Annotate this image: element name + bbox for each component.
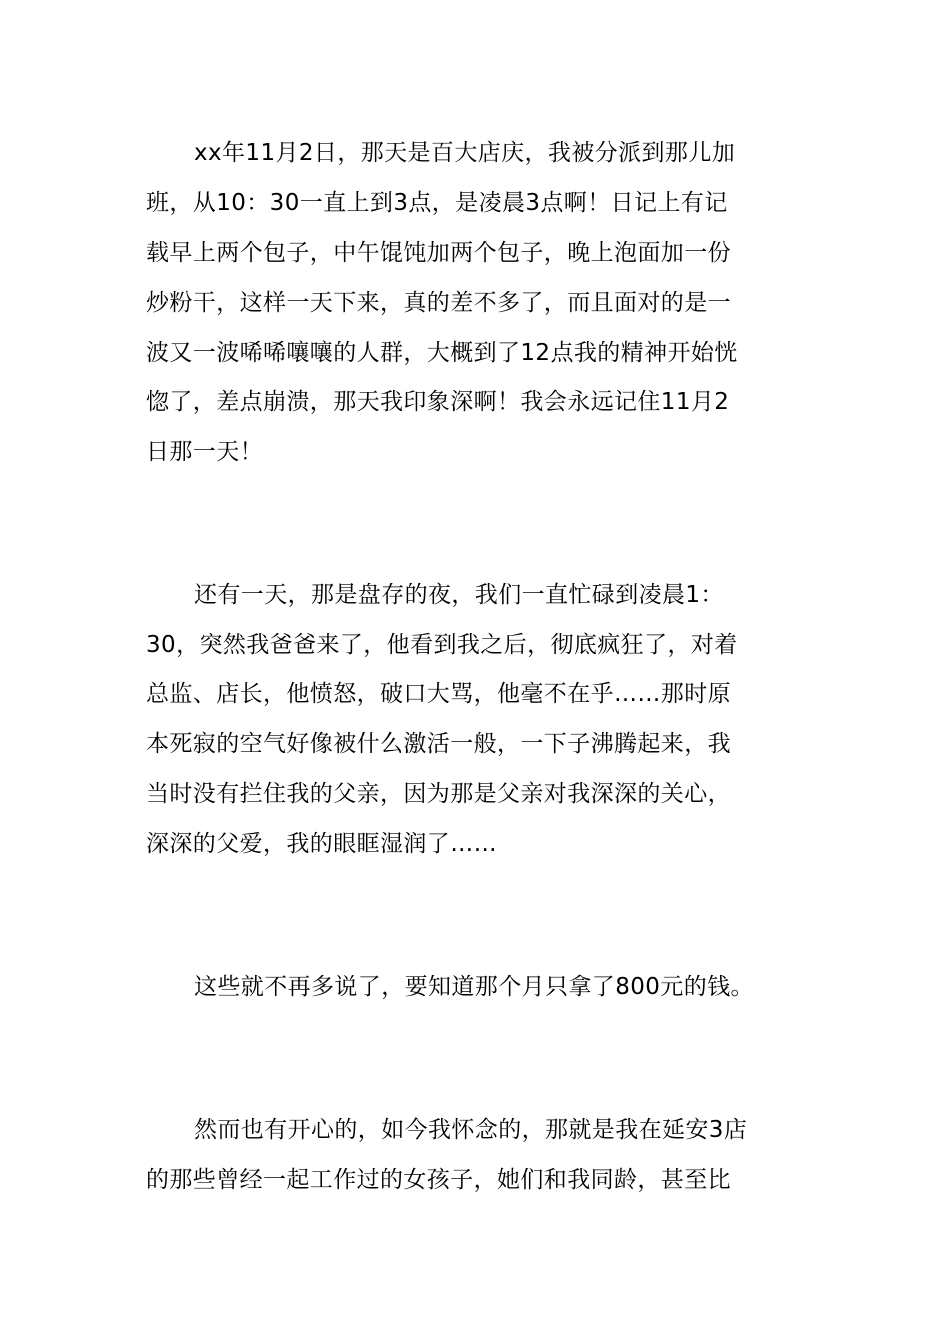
text-line: 然而也有开心的，如今我怀念的，那就是我在延安3店 xyxy=(194,1117,748,1143)
text-line: xx年11月2日，那天是百大店庆，我被分派到那儿加 xyxy=(194,140,736,166)
text-line: 本死寂的空气好像被什么激活一般，一下子沸腾起来，我 xyxy=(146,731,731,757)
text-line: 班，从10：30一直上到3点，是凌晨3点啊！日记上有记 xyxy=(146,190,728,216)
text-line: 还有一天，那是盘存的夜，我们一直忙碌到凌晨1： xyxy=(194,582,724,608)
text-line: 30，突然我爸爸来了，他看到我之后，彻底疯狂了，对着 xyxy=(146,632,738,658)
text-line: 日那一天！ xyxy=(146,439,263,465)
text-line: 炒粉干，这样一天下来，真的差不多了，而且面对的是一 xyxy=(146,290,731,316)
text-line: 的那些曾经一起工作过的女孩子，她们和我同龄，甚至比 xyxy=(146,1167,731,1193)
text-line: 总监、店长，他愤怒，破口大骂，他毫不在乎……那时原 xyxy=(146,681,731,707)
text-line: 深深的父爱，我的眼眶湿润了…… xyxy=(146,831,497,857)
text-line: 惚了，差点崩溃，那天我印象深啊！我会永远记住11月2 xyxy=(146,389,730,415)
text-line: 载早上两个包子，中午馄饨加两个包子，晚上泡面加一份 xyxy=(146,240,731,266)
text-line: 波又一波唏唏嚷嚷的人群，大概到了12点我的精神开始恍 xyxy=(146,340,738,366)
text-line: 这些就不再多说了，要知道那个月只拿了800元的钱。 xyxy=(194,974,754,1000)
text-line: 当时没有拦住我的父亲，因为那是父亲对我深深的关心， xyxy=(146,781,731,807)
